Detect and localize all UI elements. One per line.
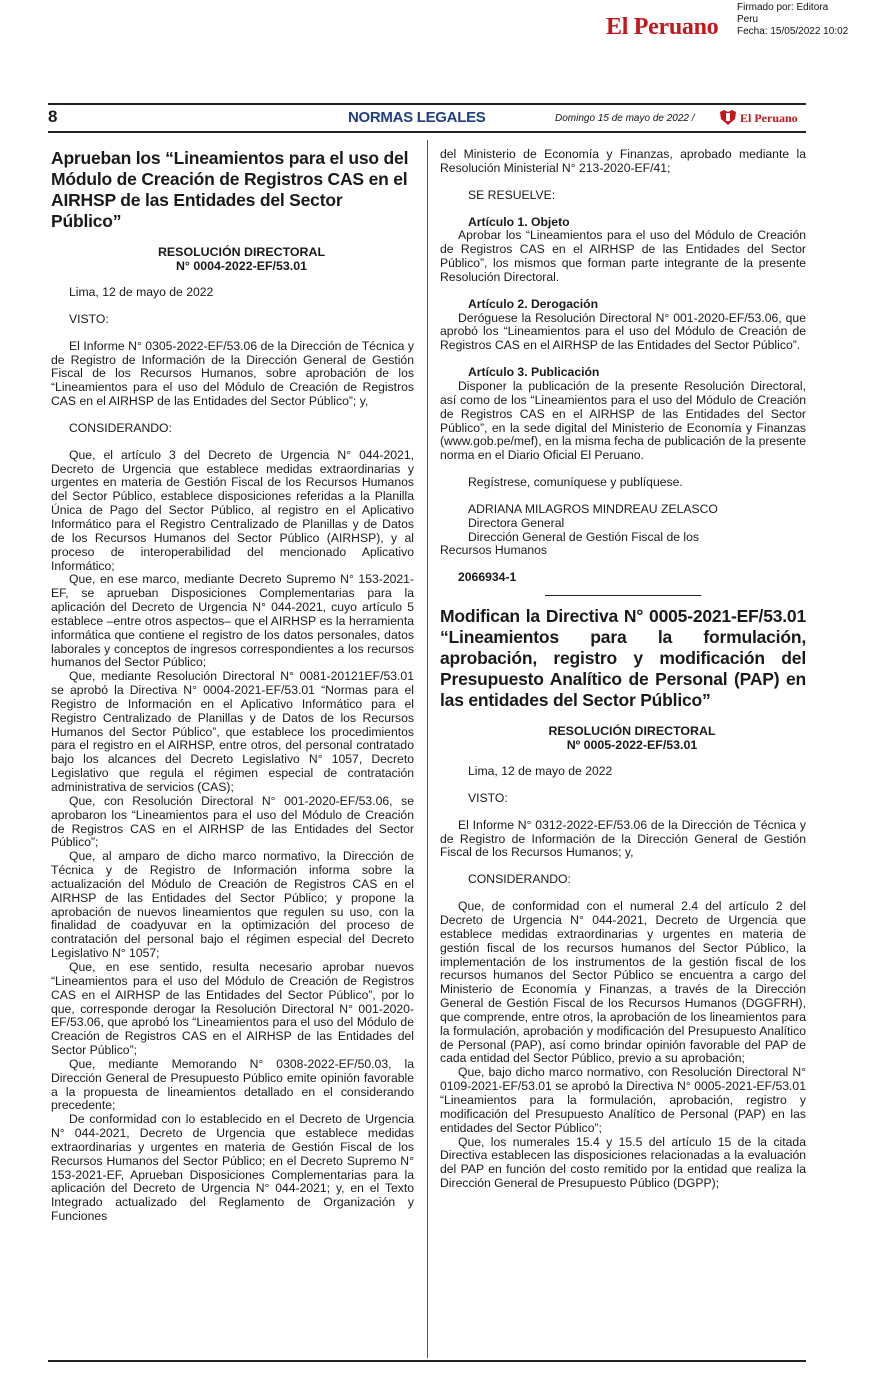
header-bottom-rule	[48, 131, 806, 133]
considerando-paragraph: Que, en ese sentido, resulta necesario aprobar nuevos “Lineamientos para el uso del Módulo de Creación de Registros CAS en el AIRHSP de las Entidades del Sector Público”, por lo que, corresponde derogar la Resolución Directoral N° 001-2020-EF/53.06, que aprobó los “Lineamientos para el uso del Módulo de Creación de Registros CAS en el AIRHSP de las Entidades del Sector Público”;	[51, 959, 414, 1058]
considerando-paragraph: Que, al amparo de dicho marco normativo, la Dirección de Técnica y de Registro de Información informa sobre la actualización del Módulo de Creación de Registros CAS en el AIRHSP de las Entidades del Sector Público; y propone la aprobación de nuevos lineamientos que regulen su uso, con la finalidad de coadyuvar en la optimización del proceso de contratación del personal bajo el régimen especial del Decreto Legislativo N° 1057;	[51, 849, 414, 961]
closing-formula: Regístrese, comuníquese y publíquese.	[468, 475, 683, 490]
considerando2-heading: CONSIDERANDO:	[468, 872, 571, 887]
considerando-paragraph: De conformidad con lo establecido en el Decreto de Urgencia N° 044-2021, Decreto de Urgencia que establece medidas extraordinarias y urgentes en materia de Gestión Fiscal de los Recursos Humanos del Sector Público; en el Decreto Supremo N° 153-2021-EF, Aprueban Disposiciones Complementarias para la aplicación del Decreto de Urgencia N° 044-2021; y, en el Texto Integrado actualizado del Reglamento de Organización y Funciones	[51, 1112, 414, 1224]
signer-name: ADRIANA MILAGROS MINDREAU ZELASCO	[468, 501, 718, 516]
place-date-2: Lima, 12 de mayo de 2022	[468, 764, 613, 779]
considerando2-paragraph: Que, los numerales 15.4 y 15.5 del artículo 15 de la citada Directiva establecen las disposiciones relacionadas a la evaluación del PAP en función del costo remitido por la entidad que realiza la Dirección General de Presupuesto Público (DGPP);	[440, 1134, 806, 1191]
considerando-paragraph: Que, mediante Memorando N° 0308-2022-EF/50.03, la Dirección General de Presupuesto Público emite opinión favorable a la propuesta de lineamientos detallado en el considerando precedente;	[51, 1056, 414, 1113]
visto-text: El Informe N° 0305-2022-EF/53.06 de la Dirección de Técnica y de Registro de Información de la Dirección General de Gestión Fiscal de los Recursos Humanos, sobre aprobación de los “Lineamientos para el uso del Módulo de Creación de Registros CAS en el AIRHSP de las Entidades del Sector Público”; y,	[51, 338, 414, 409]
article-title: Aprueban los “Lineamientos para el uso del Módulo de Creación de Registros CAS en el AIRHSP de las Entidades del Sector Público”	[51, 148, 409, 231]
resolution2-number-line2: Nº 0005-2022-EF/53.01	[566, 738, 698, 753]
article-1-text: Aprobar los “Lineamientos para el uso del Módulo de Creación de Registros CAS en el AIRHSP de las Entidades del Sector Público”, los mismos que forman parte integrante de la presente Resolución Directoral.	[440, 228, 806, 284]
place-date: Lima, 12 de mayo de 2022	[69, 285, 214, 299]
el-peruano-logo: El Peruano	[606, 14, 719, 40]
visto2-text: El Informe N° 0312-2022-EF/53.06 de la Dirección de Técnica y de Registro de Información de la Dirección General de Gestión Fiscal de los Recursos Humanos; y,	[440, 817, 806, 860]
column-divider	[427, 140, 428, 1358]
considerando-paragraph: Que, en ese marco, mediante Decreto Supremo N° 153-2021-EF, se aprueban Disposiciones Complementarias para la aplicación del Decreto de Urgencia N° 044-2021, cuyo artículo 5 establece –entre otros aspectos– que el AIRHSP es la herramienta informática que contiene el registro de los datos personales, datos laborales y conceptos de ingresos correspondientes a los recursos humanos del Sector Público;	[51, 572, 414, 670]
article-1-title: Artículo 1. Objeto	[468, 214, 570, 229]
page-number: 8	[48, 107, 58, 126]
signature-date: Fecha: 15/05/2022 10:02	[737, 26, 849, 37]
signer-office: Dirección General de Gestión Fiscal de los Recursos Humanos	[440, 529, 699, 558]
header-date: Domingo 15 de mayo de 2022 /	[555, 113, 695, 124]
article-title-2: Modifican la Directiva N° 0005-2021-EF/53.01 “Lineamientos para la formulación, aprobación, registro y modificación del Presupuesto Analítico de Personal (PAP) en las entidades del Sector Público”	[440, 606, 806, 711]
considerando-paragraph: Que, mediante Resolución Directoral N° 0081-20121EF/53.01 se aprobó la Directiva N° 0004-2021-EF/53.01 “Normas para el Registro de Información en el Aplicativo Informático para el Registro Centralizado de Planillas y de Datos de los Recursos Humanos del Sector Público”, que establece los procedimientos para el registro en el AIRHSP, entre otros, del personal contratado bajo los alcances del Decreto Legislativo N° 1057, Decreto Legislativo que regula el régimen especial de contratación administrativa de servicios (CAS);	[51, 669, 414, 794]
coat-of-arms-icon	[718, 108, 738, 126]
signer-role: Directora General	[468, 515, 565, 530]
considerando2-paragraph: Que, de conformidad con el numeral 2.4 del artículo 2 del Decreto de Urgencia N° 044-2021, Decreto de Urgencia que establece medidas extraordinarias y urgentes en materia de gestión fiscal de los recursos humanos del Sector Público, la implementación de los instrumentos de la gestión fiscal de los recursos humanos del Sector Público se encuentra a cargo del Ministerio de Economía y Finanzas, a través de la Dirección General de Gestión Fiscal de los Recursos Humanos (DGGFRH), que comprende, entre otros, la aprobación de los lineamientos para la formulación, aprobación y modificación del Presupuesto Analítico de Personal (PAP), así como brindar opinión favorable del PAP de cada entidad del Sector Público, previo a su aprobación;	[440, 899, 806, 1066]
right-column	[440, 148, 806, 1191]
signature-country: Peru	[737, 14, 759, 25]
considerando-paragraph: Que, con Resolución Directoral N° 001-2020-EF/53.06, se aprobaron los “Lineamientos para el uso del Módulo de Creación de Registros CAS en el AIRHSP de las Entidades del Sector Público”;	[51, 793, 414, 850]
digital-signature-stamp	[737, 2, 848, 38]
considerando2-paragraph: Que, bajo dicho marco normativo, con Resolución Directoral N° 0109-2021-EF/53.01 se aprobó la Directiva N° 0005-2021-EF/53.01 “Lineamientos para la formulación, aprobación, registro y modificación del Presupuesto Analítico de Personal (PAP) en las entidades del Sector Público”;	[440, 1065, 806, 1135]
article-3-text: Disponer la publicación de la presente Resolución Directoral, así como de los “Lineamientos para el uso del Módulo de Creación de Registros CAS en el AIRHSP de las Entidades del Sector Público”, en la sede digital del Ministerio de Economía y Finanzas (www.gob.pe/mef), en la misma fecha de publicación de la presente norma en el Diario Oficial El Peruano.	[440, 378, 806, 463]
publication-code: 2066934-1	[458, 570, 517, 585]
se-resuelve-heading: SE RESUELVE:	[468, 187, 556, 202]
visto-heading: VISTO:	[69, 311, 109, 326]
visto2-heading: VISTO:	[468, 790, 508, 805]
signed-by: Firmado por: Editora	[737, 2, 829, 13]
header-brand: El Peruano	[740, 111, 798, 125]
continuation-text: del Ministerio de Economía y Finanzas, aprobado mediante la Resolución Ministerial N° 213-2020-EF/41;	[440, 147, 806, 175]
section-title: NORMAS LEGALES	[348, 109, 486, 126]
resolution-number-line1: RESOLUCIÓN DIRECTORAL	[157, 245, 326, 259]
article-3-title: Artículo 3. Publicación	[468, 365, 600, 380]
resolution2-number-line1: RESOLUCIÓN DIRECTORAL	[548, 724, 716, 739]
article-separator	[545, 595, 701, 596]
considerando-paragraph: Que, el artículo 3 del Decreto de Urgencia N° 044-2021, Decreto de Urgencia que establece medidas extraordinarias y urgentes en materia de Gestión Fiscal de los Recursos Humanos del Sector Público, establece disposiciones referidas a la Planilla Única de Pago del Sector Público, al registro en el Aplicativo Informático para el Registro Centralizado de Planillas y de Datos de los Recursos Humanos del Sector Público (AIRHSP), y al proceso de interoperabilidad del mencionado Aplicativo Informático;	[51, 447, 414, 573]
resolution-number-line2: N° 0004-2022-EF/53.01	[175, 259, 307, 273]
footer-rule	[48, 1360, 806, 1362]
header-top-rule	[48, 103, 806, 105]
article-2-text: Deróguese la Resolución Directoral N° 001-2020-EF/53.06, que aprobó los “Lineamientos para el uso del Módulo de Creación de Registros CAS en el AIRHSP de las Entidades del Sector Público”.	[440, 310, 806, 353]
article-2-title: Artículo 2. Derogación	[468, 296, 599, 311]
left-column	[51, 148, 414, 1224]
considerando-heading: CONSIDERANDO:	[69, 420, 172, 435]
